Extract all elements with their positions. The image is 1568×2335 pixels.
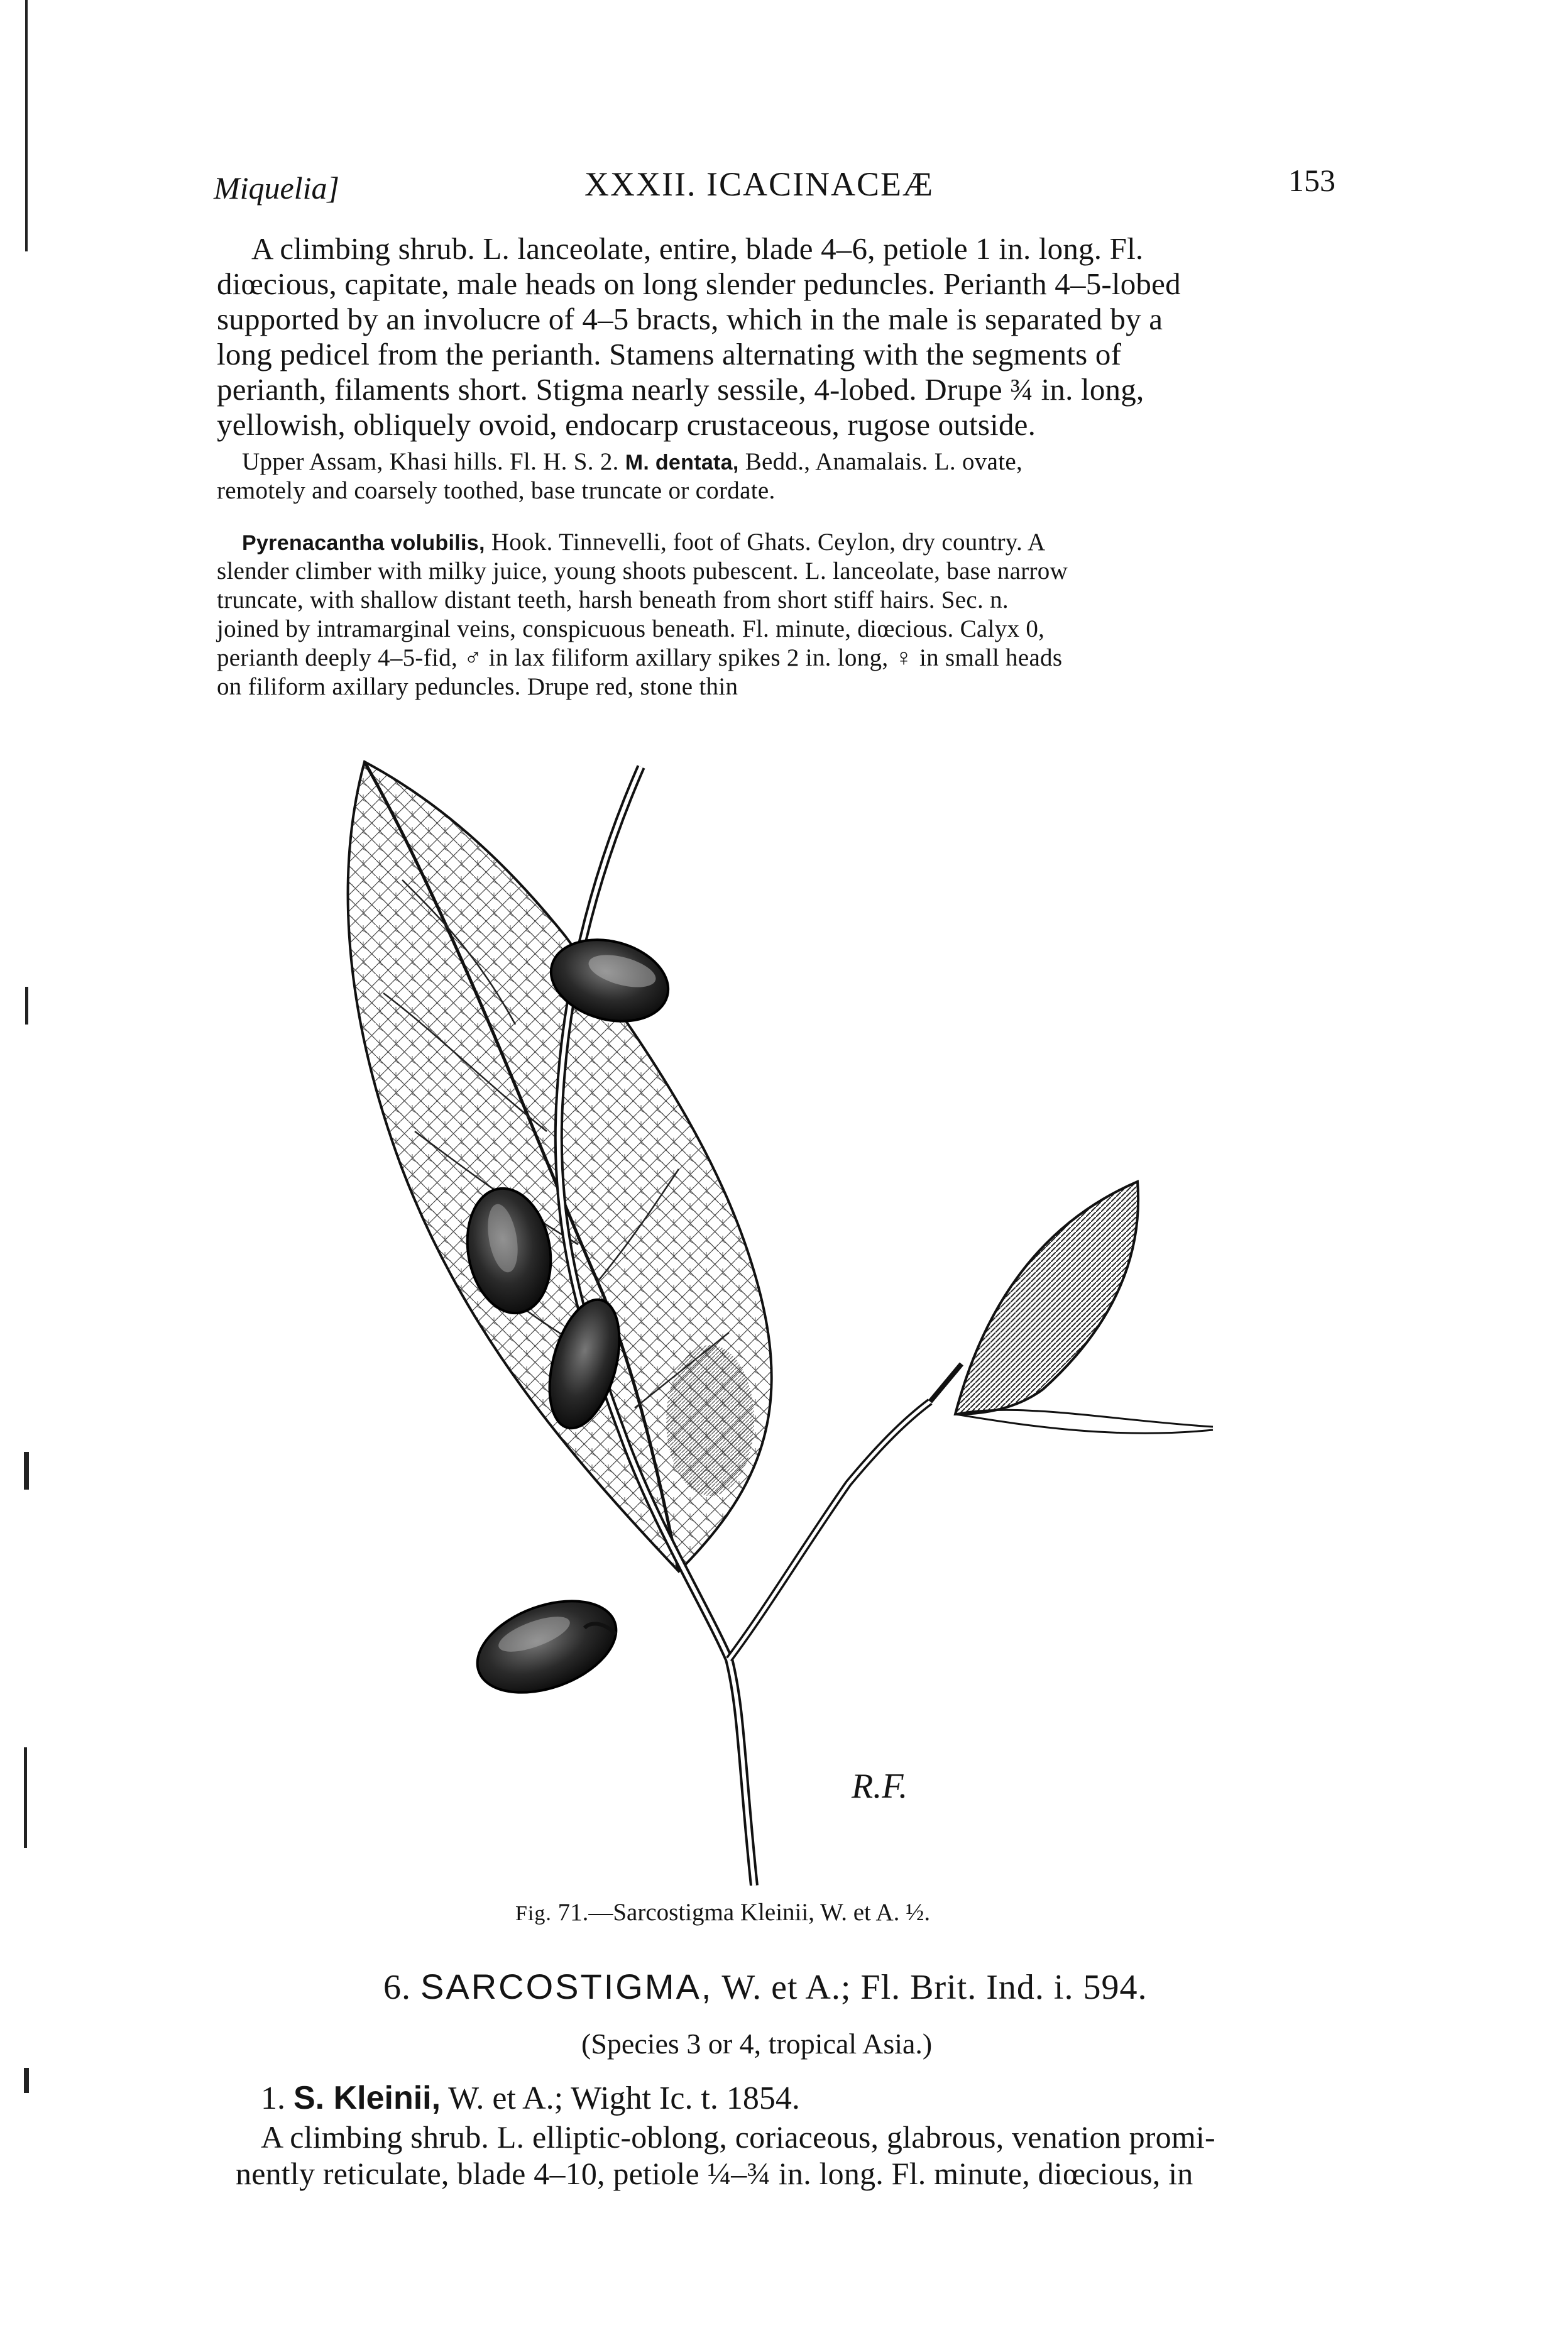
artist-signature: R.F. bbox=[852, 1767, 908, 1806]
text-line: perianth, filaments short. Stigma nearly sessile, 4-lobed. Drupe ¾ in. long, bbox=[217, 372, 1144, 407]
running-header-left: Miquelia] bbox=[214, 170, 339, 206]
species-number: 1. bbox=[261, 2080, 285, 2116]
scan-edge-mark bbox=[24, 1452, 29, 1490]
text-line: diœcious, capitate, male heads on long slender peduncles. Perianth 4–5-lobed bbox=[217, 266, 1181, 301]
genus-name: SARCOSTIGMA, bbox=[420, 1967, 713, 2006]
caption-text: 71.—Sarcostigma Kleinii, W. et A. ½. bbox=[557, 1899, 931, 1926]
text-line: long pedicel from the perianth. Stamens alternating with the segments of bbox=[217, 337, 1122, 371]
note-text: Upper Assam, Khasi hills. Fl. H. S. 2. bbox=[242, 448, 619, 475]
text-line: nently reticulate, blade 4–10, petiole ¼–¾ in. long. Fl. minute, diœcious, in bbox=[236, 2156, 1193, 2191]
text-line: supported by an involucre of 4–5 bracts, which in the male is separated by a bbox=[217, 302, 1163, 336]
text-line bbox=[242, 448, 1022, 477]
text-line: A climbing shrub. L. lanceolate, entire, blade 4–6, petiole 1 in. long. Fl. bbox=[251, 231, 1144, 266]
text-line: perianth deeply 4–5-fid, ♂ in lax filiform axillary spikes 2 in. long, ♀ in small heads bbox=[217, 644, 1063, 671]
figure-caption bbox=[515, 1898, 930, 1926]
note-text: Hook. Tinnevelli, foot of Ghats. Ceylon, dry country. A bbox=[491, 529, 1046, 556]
small-leaf bbox=[955, 1182, 1213, 1433]
genus-number: 6. bbox=[383, 1968, 411, 2007]
drupe-fruit bbox=[465, 1584, 629, 1710]
scan-edge-mark bbox=[24, 1747, 27, 1848]
species-name: Pyrenacantha volubilis, bbox=[242, 531, 485, 555]
species-citation: W. et A.; Wight Ic. t. 1854. bbox=[448, 2080, 800, 2116]
species-count: (Species 3 or 4, tropical Asia.) bbox=[581, 2028, 933, 2060]
species-name: S. Kleinii, bbox=[293, 2080, 441, 2116]
text-line: truncate, with shallow distant teeth, harsh beneath from short stiff hairs. Sec. n. bbox=[217, 586, 1009, 613]
species-name: M. dentata, bbox=[625, 451, 739, 475]
text-line: slender climber with milky juice, young shoots pubescent. L. lanceolate, base narrow bbox=[217, 558, 1068, 585]
botanical-illustration bbox=[327, 729, 1269, 1886]
species-heading bbox=[261, 2079, 800, 2117]
note-text: Bedd., Anamalais. L. ovate, bbox=[745, 448, 1023, 475]
running-header-title: XXXII. ICACINACEÆ bbox=[584, 165, 934, 203]
genus-authority: W. et A.; Fl. Brit. Ind. i. 594. bbox=[721, 1968, 1148, 2007]
scan-edge-mark bbox=[25, 0, 28, 251]
text-line: on filiform axillary peduncles. Drupe red, stone thin bbox=[217, 673, 738, 700]
page-number: 153 bbox=[1288, 163, 1335, 198]
text-line: joined by intramarginal veins, conspicuous beneath. Fl. minute, diœcious. Calyx 0, bbox=[217, 615, 1045, 642]
scan-edge-mark bbox=[24, 2068, 29, 2093]
text-line: remotely and coarsely toothed, base truncate or cordate. bbox=[217, 477, 776, 504]
text-line: yellowish, obliquely ovoid, endocarp crustaceous, rugose outside. bbox=[217, 407, 1036, 442]
scan-edge-mark bbox=[25, 987, 28, 1025]
caption-prefix: Fig. bbox=[515, 1902, 552, 1925]
text-line: A climbing shrub. L. elliptic-oblong, coriaceous, glabrous, venation promi- bbox=[261, 2119, 1215, 2155]
text-line bbox=[242, 528, 1045, 558]
genus-heading bbox=[383, 1966, 1147, 2008]
